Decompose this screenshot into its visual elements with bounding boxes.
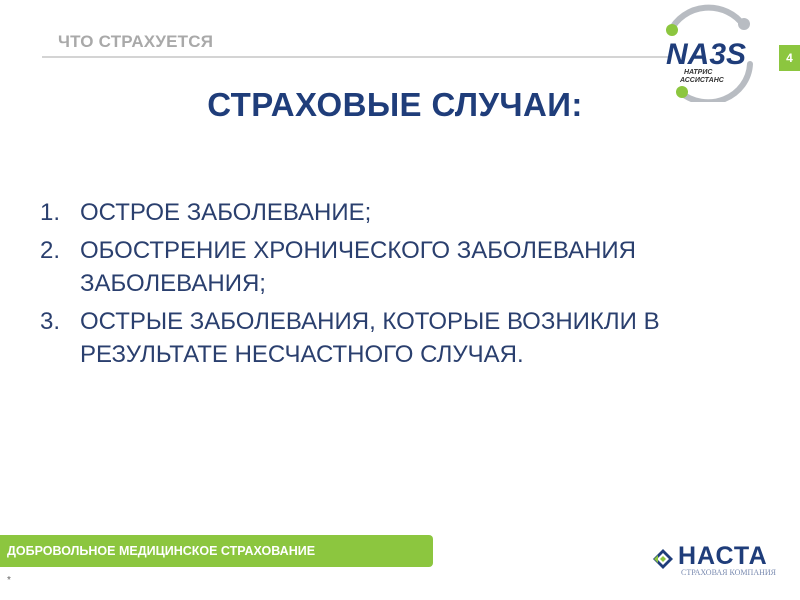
logo-mark: NA3S <box>666 38 747 71</box>
brand-diamond-icon <box>652 548 674 570</box>
list-item <box>40 305 760 371</box>
footer-title: ДОБРОВОЛЬНОЕ МЕДИЦИНСКОЕ СТРАХОВАНИЕ <box>7 544 316 558</box>
list-item-number: 2. <box>40 237 61 264</box>
nasta-brand <box>648 541 783 581</box>
list-item-number: 1. <box>40 199 61 226</box>
brand-subtitle: СТРАХОВАЯ КОМПАНИЯ <box>681 568 776 577</box>
insured-events-list <box>40 196 760 376</box>
brand-name: НАСТА <box>678 542 768 570</box>
logo-line1: НАТРИС <box>684 69 713 76</box>
logo-line2: АССИСТАНС <box>680 77 724 84</box>
section-title: ЧТО СТРАХУЕТСЯ <box>58 32 214 51</box>
list-item-text: ОСТРОЕ ЗАБОЛЕВАНИЕ; <box>80 199 372 226</box>
list-item <box>40 196 760 229</box>
footer-marker: * <box>7 575 11 586</box>
list-item-text: ОБОСТРЕНИЕ ХРОНИЧЕСКОГО ЗАБОЛЕВАНИЯ ЗАБОЛЕВАНИЯ; <box>80 237 636 297</box>
list-item-number: 3. <box>40 308 61 335</box>
header-divider <box>42 56 668 58</box>
list-item <box>40 234 760 300</box>
page-number: 4 <box>779 45 800 71</box>
list-item-text: ОСТРЫЕ ЗАБОЛЕВАНИЯ, КОТОРЫЕ ВОЗНИКЛИ В РЕЗУЛЬТАТЕ НЕСЧАСТНОГО СЛУЧАЯ. <box>80 308 660 368</box>
main-heading: СТРАХОВЫЕ СЛУЧАИ: <box>207 86 583 123</box>
footer-bar <box>0 535 433 567</box>
